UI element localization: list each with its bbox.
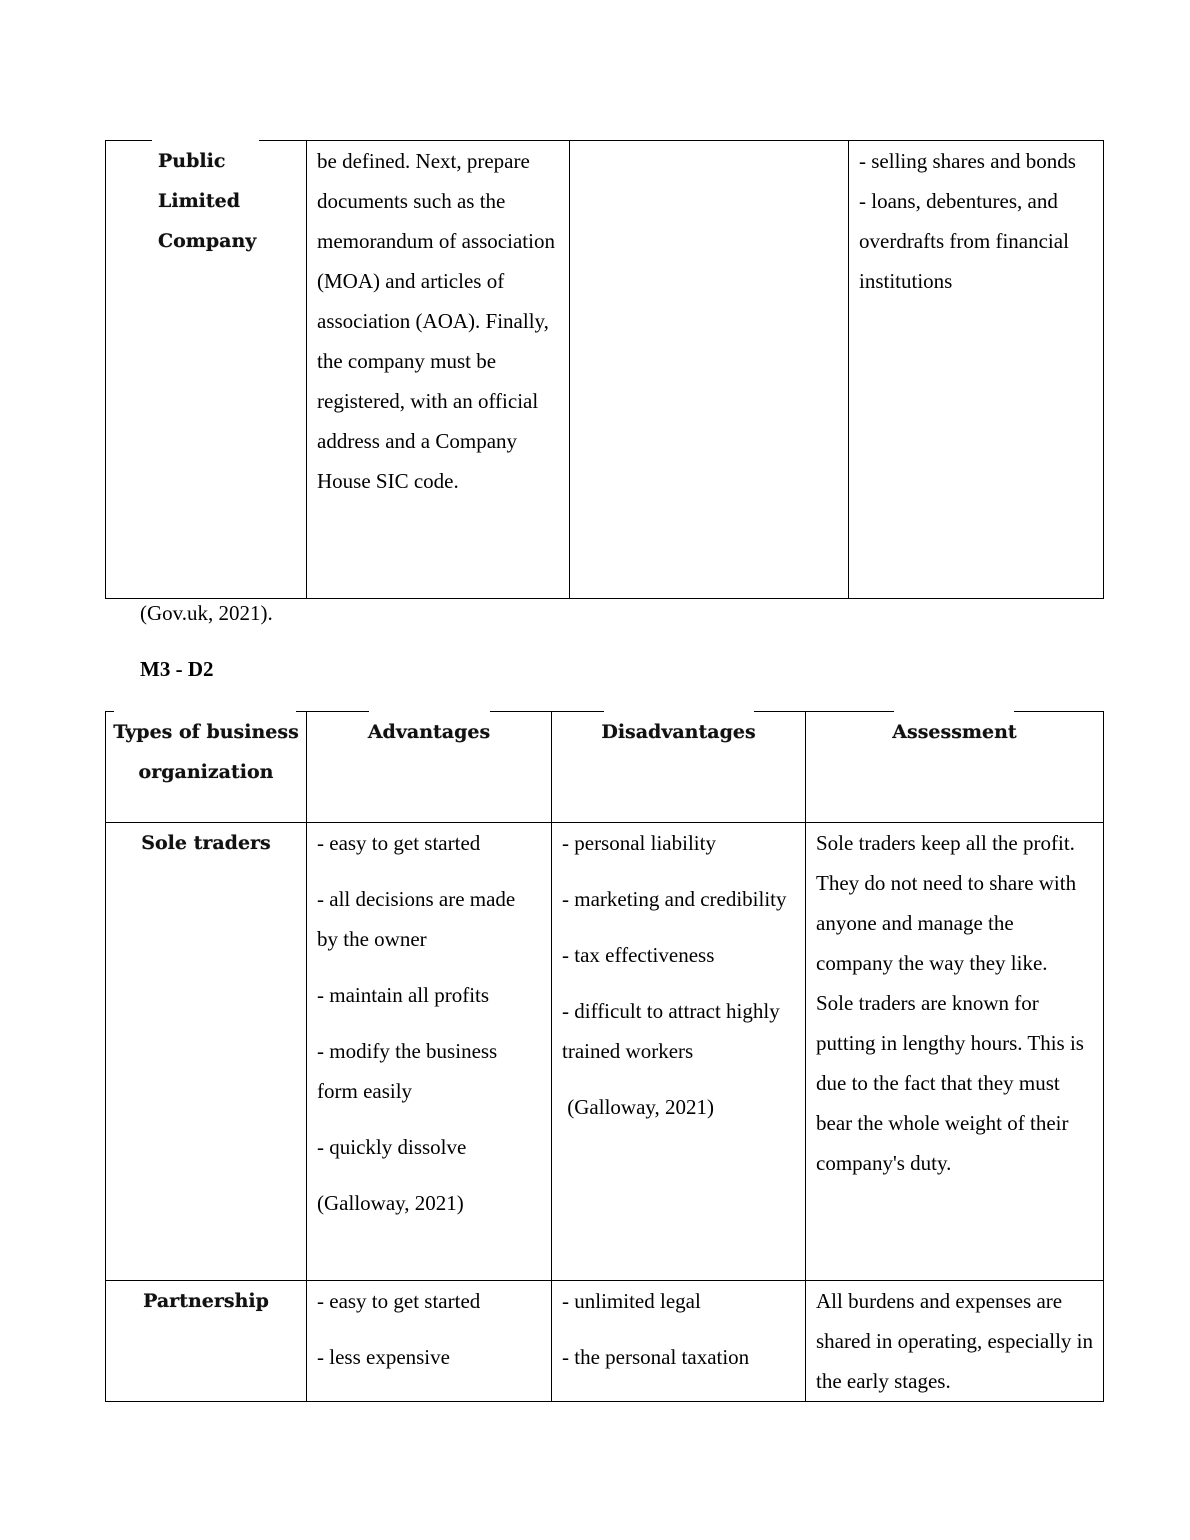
advantages-cell xyxy=(307,823,552,1281)
header-type: Types of business organization xyxy=(106,712,307,823)
type-label-image-text: Public Limited Company xyxy=(158,150,257,252)
finance-cell xyxy=(849,141,1104,599)
list-item: - selling shares and bonds xyxy=(859,149,1076,173)
assessment-cell xyxy=(806,823,1104,1281)
list-item: - easy to get started xyxy=(317,1289,481,1313)
assessment-text: Sole traders keep all the profit. They do not need to share with anyone and manage the company the way they like. xyxy=(816,831,1077,975)
list-item: - quickly dissolve xyxy=(317,1135,467,1159)
type-cell: Partnership xyxy=(106,1281,307,1402)
list-item: - unlimited legal xyxy=(562,1289,701,1313)
process-cell xyxy=(307,141,570,599)
assessment-text: Sole traders are known for putting in lengthy hours. This is due to the fact that they must bear the whole weight of their company's duty. xyxy=(816,991,1084,1175)
empty-cell xyxy=(570,141,849,599)
header-assessment: Assessment xyxy=(806,712,1104,823)
disadvantages-cell xyxy=(552,1281,806,1402)
disadvantages-cell xyxy=(552,823,806,1281)
assessment-text: All burdens and expenses are shared in operating, especially in the early stages. xyxy=(816,1289,1093,1393)
advantages-cell xyxy=(307,1281,552,1402)
table-row xyxy=(106,823,1104,1281)
list-item: - maintain all profits xyxy=(317,983,490,1007)
list-item: - the personal taxation xyxy=(562,1345,750,1369)
table-row xyxy=(106,141,1104,599)
list-item: - tax effectiveness xyxy=(562,943,715,967)
assessment-table xyxy=(105,711,1104,1402)
list-item: - loans, debentures, and overdrafts from financial institutions xyxy=(859,189,1069,293)
process-text: be defined. Next, prepare documents such as the memorandum of association (MOA) and articles of association (AOA). Finally, the company must be registered, with an official address and a Company House SIC code. xyxy=(317,149,555,493)
type-cell: Sole traders xyxy=(106,823,307,1281)
citation: (Galloway, 2021) xyxy=(317,1191,464,1215)
section-heading: M3 - D2 xyxy=(140,657,214,681)
header-disadvantages: Disadvantages xyxy=(552,712,806,823)
table-header-row xyxy=(106,712,1104,823)
assessment-cell xyxy=(806,1281,1104,1402)
list-item: - personal liability xyxy=(562,831,716,855)
list-item: - all decisions are made by the owner xyxy=(317,887,516,951)
table-row xyxy=(106,1281,1104,1402)
list-item: - easy to get started xyxy=(317,831,481,855)
business-types-table-continued xyxy=(105,140,1104,599)
list-item: - difficult to attract highly trained workers xyxy=(562,999,780,1063)
list-item: - marketing and credibility xyxy=(562,887,787,911)
type-cell xyxy=(106,141,307,599)
header-advantages: Advantages xyxy=(307,712,552,823)
citation: (Gov.uk, 2021). xyxy=(140,601,273,625)
citation: (Galloway, 2021) xyxy=(562,1095,715,1119)
list-item: - less expensive xyxy=(317,1345,450,1369)
list-item: - modify the business form easily xyxy=(317,1039,498,1103)
